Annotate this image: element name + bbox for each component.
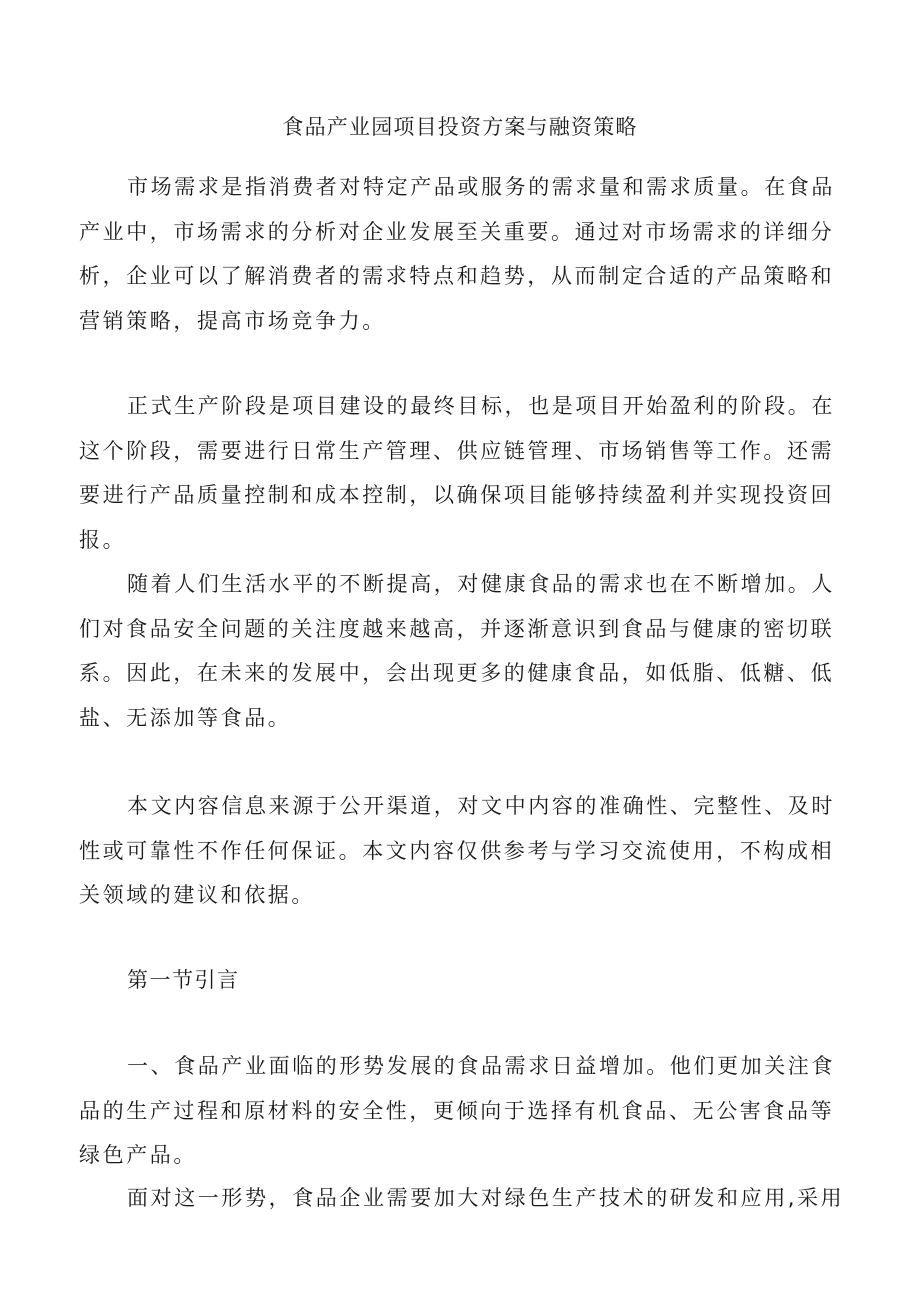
paragraph-production-stage: 正式生产阶段是项目建设的最终目标，也是项目开始盈利的阶段。在这个阶段，需要进行日常生产管理、供应链管理、市场销售等工作。还需要进行产品质量控制和成本控制，以确保项目能够持续盈利并实现投资回报。 xyxy=(79,394,835,552)
paragraph-industry-situation: 一、食品产业面临的形势发展的食品需求日益增加。他们更加关注食品的生产过程和原材料的安全性，更倾向于选择有机食品、无公害食品等绿色产品。 xyxy=(79,1054,835,1167)
document-title: 食品产业园项目投资方案与融资策略 xyxy=(282,115,638,139)
paragraph-health-food: 随着人们生活水平的不断提高，对健康食品的需求也在不断增加。人们对食品安全问题的关注度越来越高，并逐渐意识到食品与健康的密切联系。因此，在未来的发展中，会出现更多的健康食品，如低脂、低糖、低盐、无添加等食品。 xyxy=(79,572,835,730)
paragraph-green-production: 面对这一形势，食品企业需要加大对绿色生产技术的研发和应用,采用 xyxy=(127,1186,845,1210)
paragraph-market-demand: 市场需求是指消费者对特定产品或服务的需求量和需求质量。在食品产业中，市场需求的分析对企业发展至关重要。通过对市场需求的详细分析，企业可以了解消费者的需求特点和趋势，从而制定合适的产品策略和营销策略，提高市场竞争力。 xyxy=(79,175,835,333)
section-heading-introduction: 第一节引言 xyxy=(127,968,240,992)
paragraph-disclaimer: 本文内容信息来源于公开渠道，对文中内容的准确性、完整性、及时性或可靠性不作任何保证。本文内容仅供参考与学习交流使用，不构成相关领域的建议和依据。 xyxy=(79,794,835,907)
